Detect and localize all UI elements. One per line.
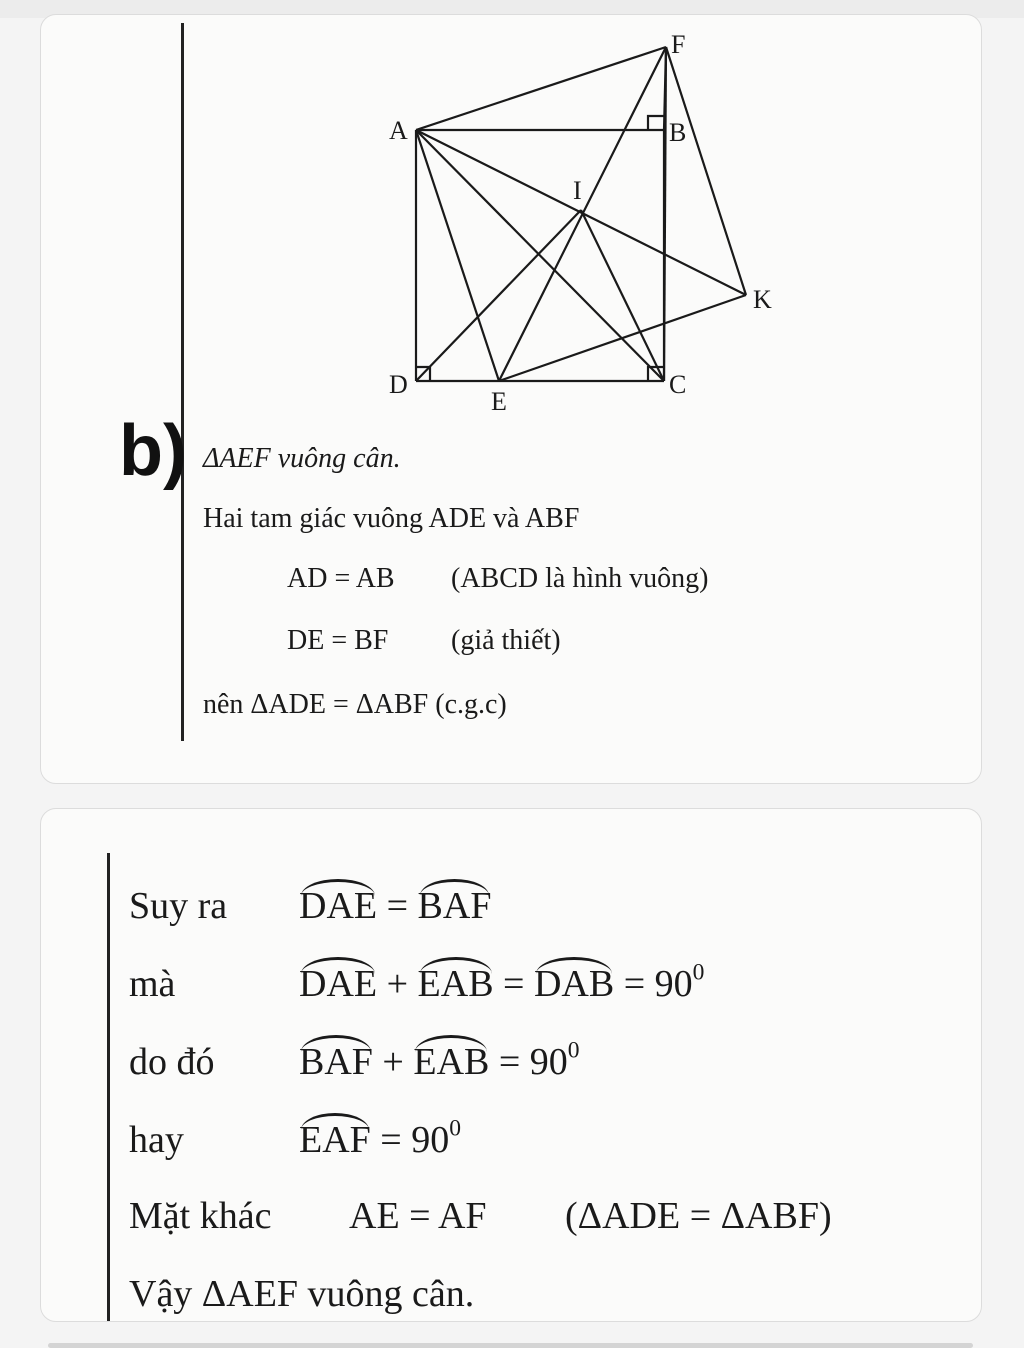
- line2-rhs: = 90: [623, 963, 693, 1005]
- next-card-edge: [48, 1343, 973, 1348]
- line1-op: =: [386, 885, 409, 927]
- eq1-reason: (ABCD là hình vuông): [451, 563, 709, 594]
- solution-card-figure: [40, 14, 982, 784]
- label-C: C: [669, 370, 687, 399]
- line3-label: do đó: [129, 1041, 215, 1083]
- degree-mark: 0: [449, 1115, 462, 1142]
- right-angle-B: [648, 116, 664, 130]
- proof-line-1: [129, 881, 491, 925]
- line2-op2: =: [503, 963, 525, 1005]
- proof-line-4: [129, 1115, 461, 1159]
- angle-DAE: DAE: [299, 881, 377, 925]
- degree-mark: 0: [692, 959, 705, 986]
- segment-IC: [581, 210, 664, 381]
- line5-reason: (ΔADE = ΔABF): [565, 1195, 832, 1237]
- line5-eq: AE = AF: [349, 1195, 487, 1237]
- segment-FK: [666, 47, 746, 295]
- line3-rhs: = 90: [498, 1041, 568, 1083]
- angle-EAF: EAF: [299, 1115, 371, 1159]
- eq1-expr: AD = AB: [287, 563, 395, 594]
- segment-DI: [416, 210, 581, 381]
- angle-DAE: DAE: [299, 959, 377, 1003]
- proof-line-2: [129, 959, 704, 1003]
- figure-lines: [416, 47, 746, 381]
- line5-label: Mặt khác: [129, 1195, 272, 1237]
- margin-rule: [107, 853, 110, 1322]
- line1-label: Suy ra: [129, 885, 228, 927]
- angle-BAF: BAF: [418, 881, 492, 925]
- part-b-marker: b): [119, 411, 187, 491]
- part-b-heading: ΔAEF vuông cân.: [203, 443, 401, 474]
- label-A: A: [389, 116, 408, 145]
- angle-EAB: EAB: [413, 1037, 489, 1081]
- label-K: K: [753, 285, 772, 314]
- proof-line-3: [129, 1037, 580, 1081]
- proof-line-6: Vậy ΔAEF vuông cân.: [129, 1273, 475, 1315]
- part-b-intro: Hai tam giác vuông ADE và ABF: [203, 503, 580, 534]
- label-I: I: [573, 176, 582, 205]
- degree-mark: 0: [567, 1037, 580, 1064]
- segment-AE: [416, 130, 499, 381]
- label-E: E: [491, 387, 507, 416]
- solution-card-proof: [40, 808, 982, 1322]
- label-F: F: [671, 30, 686, 59]
- line4-rhs: = 90: [380, 1119, 450, 1161]
- angle-BAF: BAF: [299, 1037, 373, 1081]
- geometry-figure: [41, 15, 982, 784]
- segment-AF: [416, 47, 666, 130]
- line2-op1: +: [386, 963, 409, 1005]
- part-b-eq2: [287, 627, 561, 655]
- eq2-reason: (giả thiết): [451, 625, 561, 656]
- line3-op1: +: [382, 1041, 404, 1083]
- part-b-conclusion: nên ΔADE = ΔABF (c.g.c): [203, 689, 507, 720]
- angle-EAB: EAB: [418, 959, 494, 1003]
- line4-label: hay: [129, 1119, 184, 1161]
- angle-DAB: DAB: [534, 959, 614, 1003]
- proof-line-5: [129, 1197, 832, 1235]
- label-B: B: [669, 118, 687, 147]
- line2-label: mà: [129, 963, 176, 1005]
- label-D: D: [389, 370, 408, 399]
- eq2-expr: DE = BF: [287, 625, 389, 656]
- part-b-eq1: [287, 565, 708, 593]
